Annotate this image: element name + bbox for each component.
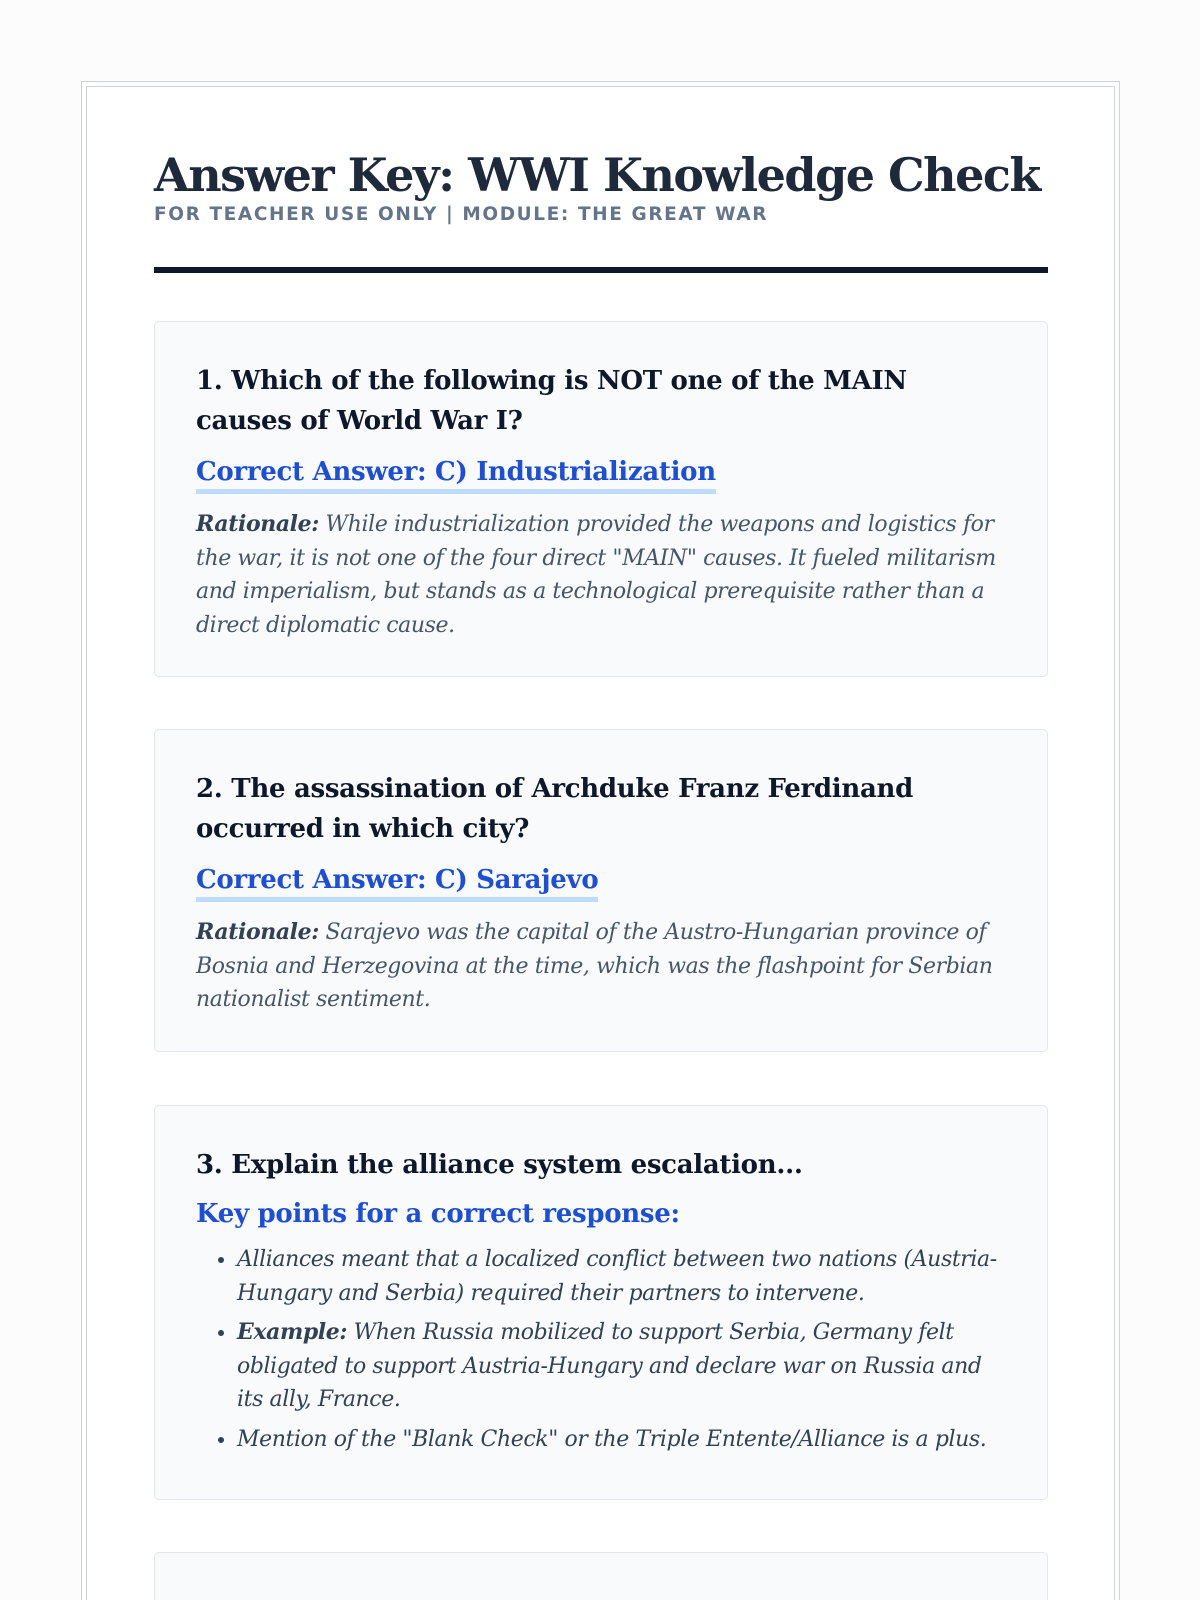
- keypoints-list: [196, 1243, 1007, 1456]
- point-text: Alliances meant that a localized conflict between two nations (Austria-Hungary and Serbia) required their partners to intervene.: [237, 1247, 997, 1306]
- rationale-text: Sarajevo was the capital of the Austro-Hungarian province of Bosnia and Herzegovina at the time, which was the flashpoint for Serbian nationalist sentiment.: [196, 920, 993, 1012]
- point-text: When Russia mobilized to support Serbia, Germany felt obligated to support Austria-Hungary and declare war on Russia and its ally, France.: [237, 1320, 982, 1412]
- correct-answer: Correct Answer: C) Sarajevo: [196, 863, 598, 902]
- question-card-2: [154, 729, 1048, 1052]
- page-subtitle: FOR TEACHER USE ONLY | MODULE: THE GREAT WAR: [154, 203, 769, 225]
- point-text: Mention of the "Blank Check" or the Triple Entente/Alliance is a plus.: [237, 1426, 987, 1452]
- question-text: 1. Which of the following is NOT one of the MAIN causes of World War I?: [196, 366, 907, 436]
- rationale: [196, 916, 1007, 1017]
- point-label: Example:: [237, 1319, 348, 1345]
- page-header: [154, 150, 1048, 225]
- list-item: [237, 1243, 1007, 1310]
- question-card-3: [154, 1105, 1048, 1500]
- rationale: [196, 508, 1007, 642]
- rationale-label: Rationale:: [196, 511, 319, 537]
- page-title: Answer Key: WWI Knowledge Check: [154, 148, 1040, 202]
- question-card-4: [154, 1552, 1048, 1600]
- question-card-1: [154, 321, 1048, 677]
- header-divider: [154, 267, 1048, 273]
- question-text: 3. Explain the alliance system escalation...: [196, 1150, 803, 1180]
- list-item: [237, 1316, 1007, 1417]
- correct-answer: Correct Answer: C) Industrialization: [196, 455, 716, 494]
- rationale-text: While industrialization provided the weapons and logistics for the war, it is not one of the four direct "MAIN" causes. It fueled militarism and imperialism, but stands as a technological prerequisite rather than a direct diplomatic cause.: [196, 512, 996, 638]
- list-item: [237, 1423, 1007, 1457]
- keypoints-heading: Key points for a correct response:: [196, 1199, 680, 1229]
- rationale-label: Rationale:: [196, 919, 319, 945]
- question-text: 2. The assassination of Archduke Franz Ferdinand occurred in which city?: [196, 774, 914, 844]
